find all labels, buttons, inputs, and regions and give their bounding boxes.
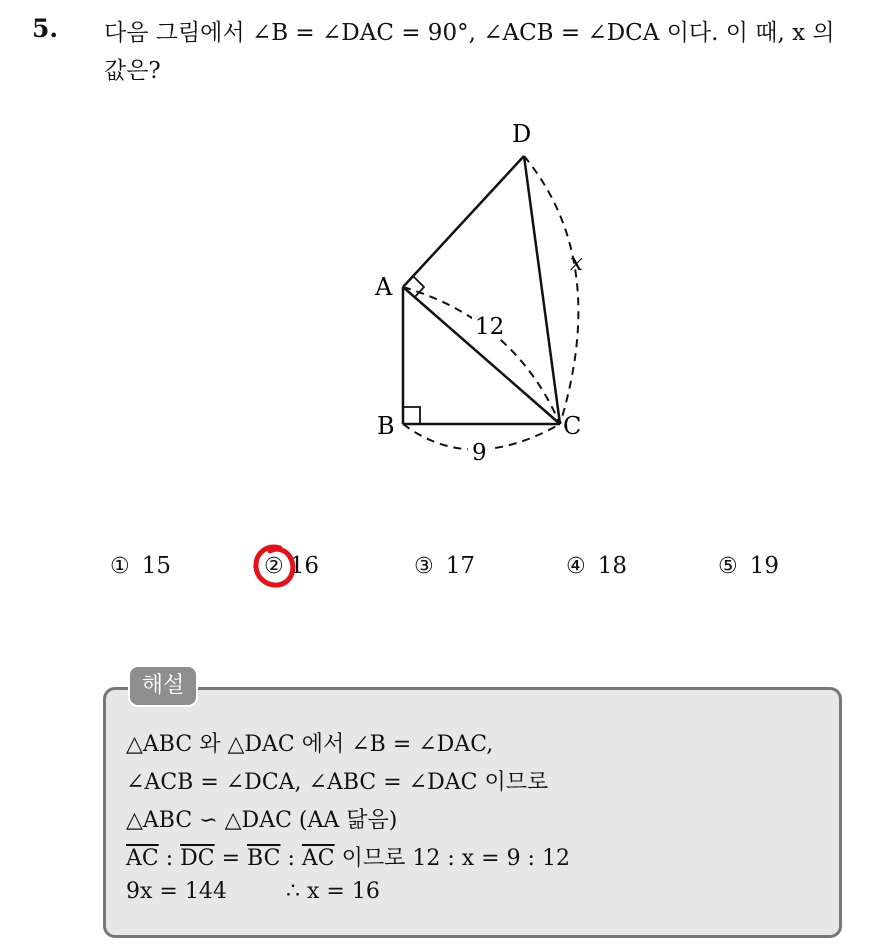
explanation-line-5-left: 9x = 144	[126, 879, 227, 904]
vertex-label-c: C	[563, 412, 582, 440]
segment-dc-overline: $\overline{DC}$	[180, 846, 215, 871]
equals: =	[214, 846, 248, 871]
measure-label-12: 12	[475, 314, 505, 340]
measure-label-x: x	[570, 250, 583, 276]
measure-label-9: 9	[472, 440, 487, 466]
right-angle-mark-a	[413, 276, 424, 298]
choice-1-value: 15	[141, 553, 172, 579]
vertex-label-a: A	[375, 273, 393, 301]
segment-bc-overline: $\overline{BC}$	[247, 846, 281, 871]
right-angle-mark-b	[403, 407, 420, 424]
choice-1[interactable]	[110, 553, 171, 579]
explanation-title: 해설	[128, 665, 198, 707]
choice-5-value: 19	[749, 553, 780, 579]
explanation-line-5-right: ∴ x = 16	[286, 879, 380, 904]
choice-3[interactable]	[414, 553, 475, 579]
proportion-text: 이므로 12 : x = 9 : 12	[334, 846, 570, 871]
answer-circle-mark	[250, 542, 298, 590]
question-number: 5.	[32, 14, 59, 43]
segment-ad	[403, 156, 524, 287]
choice-4-value: 18	[597, 553, 628, 579]
explanation-line-3: △ABC ∽ △DAC (AA 닮음)	[126, 808, 398, 833]
vertex-label-b: B	[377, 412, 395, 440]
segment-ac-overline-2: $\overline{AC}$	[301, 846, 335, 871]
choice-4[interactable]	[566, 553, 627, 579]
dashed-arc-x	[524, 156, 578, 424]
explanation-line-2: ∠ACB = ∠DCA, ∠ABC = ∠DAC 이므로	[126, 770, 549, 795]
choice-2-value: 16	[289, 553, 320, 579]
explanation-line-4	[126, 841, 570, 872]
segment-ac-overline: $\overline{AC}$	[126, 846, 159, 871]
segment-dc	[524, 156, 560, 424]
choice-2-symbol: ②	[264, 554, 284, 579]
colon: :	[158, 846, 181, 871]
choice-5[interactable]	[718, 553, 779, 579]
vertex-label-d: D	[512, 120, 532, 148]
explanation-line-1: △ABC 와 △DAC 에서 ∠B = ∠DAC,	[126, 732, 494, 757]
question-text-line2: 값은?	[104, 58, 161, 84]
choice-3-symbol: ③	[414, 554, 434, 579]
segment-ac	[403, 287, 560, 424]
choice-4-symbol: ④	[566, 554, 586, 579]
question-text	[104, 14, 874, 90]
choice-1-symbol: ①	[110, 554, 130, 579]
choice-5-symbol: ⑤	[718, 554, 738, 579]
question-text-line1: 다음 그림에서 ∠B = ∠DAC = 90°, ∠ACB = ∠DCA 이다. 이 때, x 의	[104, 20, 835, 46]
colon: :	[280, 846, 302, 871]
choice-3-value: 17	[445, 553, 476, 579]
geometry-figure	[360, 110, 620, 470]
